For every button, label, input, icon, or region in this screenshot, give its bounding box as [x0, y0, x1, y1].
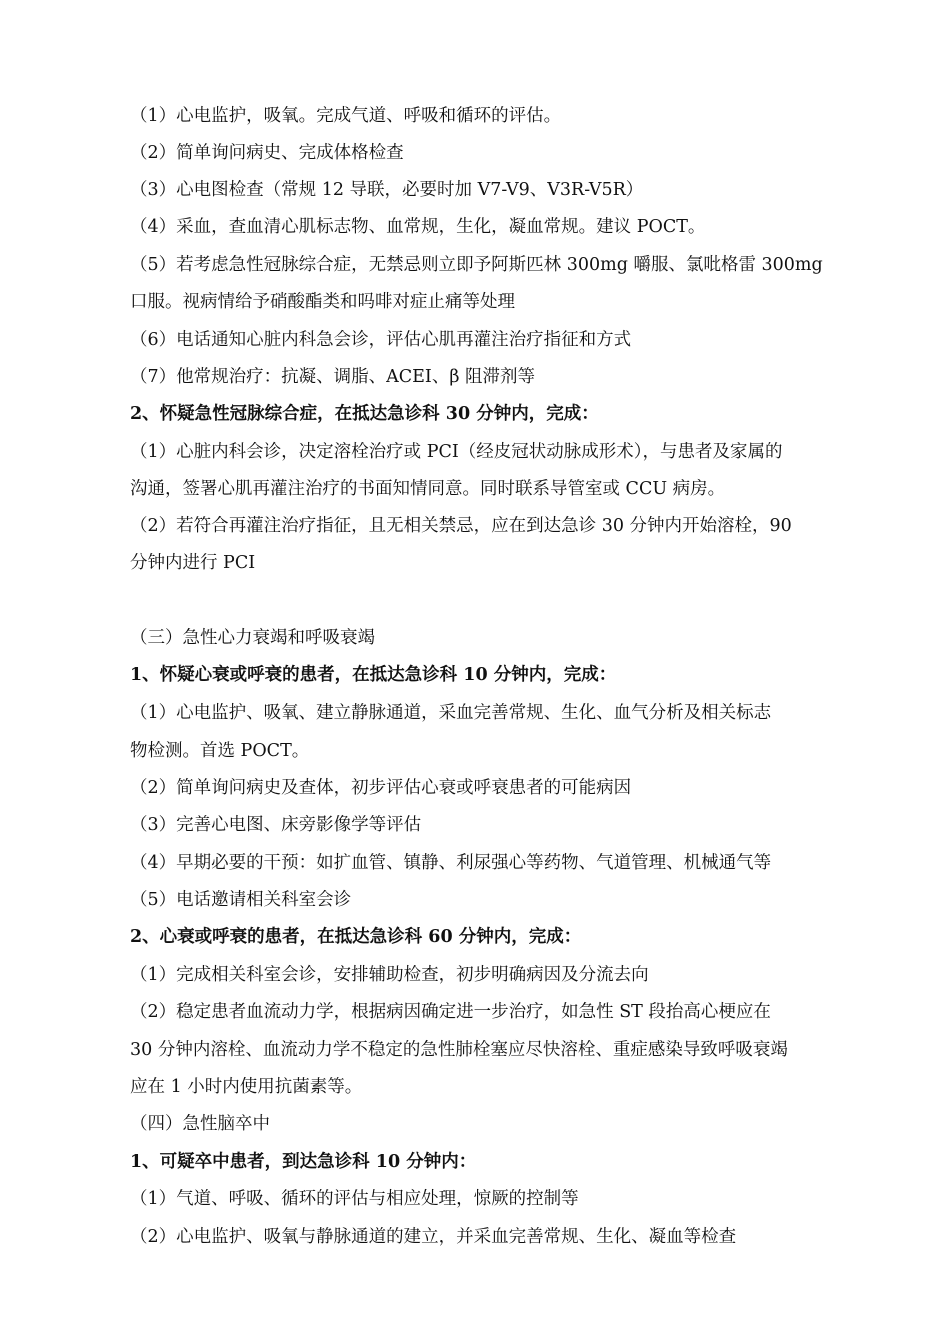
- text-line: （2）简单询问病史、完成体格检查: [130, 143, 404, 163]
- text-line: 应在 1 小时内使用抗菌素等。: [130, 1077, 363, 1097]
- text-line: 物检测。首选 POCT。: [130, 741, 310, 761]
- text-line: （5）若考虑急性冠脉综合症，无禁忌则立即予阿斯匹林 300mg 嚼服、氯吡格雷 300mg: [130, 255, 823, 275]
- section-heading: 2、怀疑急性冠脉综合症，在抵达急诊科 30 分钟内，完成：: [130, 404, 599, 424]
- text-line: （4）采血，查血清心肌标志物、血常规，生化，凝血常规。建议 POCT。: [130, 217, 706, 237]
- text-line: （2）简单询问病史及查体，初步评估心衰或呼衰患者的可能病因: [130, 778, 632, 798]
- text-line: 口服。视病情给予硝酸酯类和吗啡对症止痛等处理: [130, 292, 515, 312]
- text-line: （1）心脏内科会诊，决定溶栓治疗或 PCI（经皮冠状动脉成形术），与患者及家属的: [130, 442, 783, 462]
- text-line: （1）心电监护、吸氧、建立静脉通道，采血完善常规、生化、血气分析及相关标志: [130, 703, 772, 723]
- section-title: （四）急性脑卒中: [130, 1114, 270, 1134]
- text-line: 分钟内进行 PCI: [130, 553, 256, 573]
- text-line: （7）他常规治疗：抗凝、调脂、ACEI、β 阻滞剂等: [130, 367, 536, 387]
- text-line: （3）完善心电图、床旁影像学等评估: [130, 815, 422, 835]
- section-heading: 1、可疑卒中患者，到达急诊科 10 分钟内：: [130, 1152, 477, 1172]
- text-line: （2）稳定患者血流动力学，根据病因确定进一步治疗，如急性 ST 段抬高心梗应在: [130, 1002, 771, 1022]
- section-title: （三）急性心力衰竭和呼吸衰竭: [130, 628, 375, 648]
- text-line: （3）心电图检查（常规 12 导联，必要时加 V7-V9、V3R-V5R）: [130, 180, 644, 200]
- text-line: （1）心电监护，吸氧。完成气道、呼吸和循环的评估。: [130, 106, 562, 126]
- text-line: （5）电话邀请相关科室会诊: [130, 890, 352, 910]
- text-line: （1）完成相关科室会诊，安排辅助检查，初步明确病因及分流去向: [130, 965, 649, 985]
- text-line: （2）心电监护、吸氧与静脉通道的建立，并采血完善常规、生化、凝血等检查: [130, 1227, 737, 1247]
- section-heading: 1、怀疑心衰或呼衰的患者，在抵达急诊科 10 分钟内，完成：: [130, 665, 617, 685]
- text-line: （1）气道、呼吸、循环的评估与相应处理，惊厥的控制等: [130, 1189, 579, 1209]
- text-line: （6）电话通知心脏内科急会诊，评估心肌再灌注治疗指征和方式: [130, 330, 632, 350]
- text-line: （4）早期必要的干预：如扩血管、镇静、利尿强心等药物、气道管理、机械通气等: [130, 853, 772, 873]
- text-line: （2）若符合再灌注治疗指征，且无相关禁忌，应在到达急诊 30 分钟内开始溶栓，90: [130, 516, 792, 536]
- text-line: 30 分钟内溶栓、血流动力学不稳定的急性肺栓塞应尽快溶栓、重症感染导致呼吸衰竭: [130, 1040, 788, 1060]
- text-line: 沟通，签署心肌再灌注治疗的书面知情同意。同时联系导管室或 CCU 病房。: [130, 479, 726, 499]
- section-heading: 2、心衰或呼衰的患者，在抵达急诊科 60 分钟内，完成：: [130, 927, 582, 947]
